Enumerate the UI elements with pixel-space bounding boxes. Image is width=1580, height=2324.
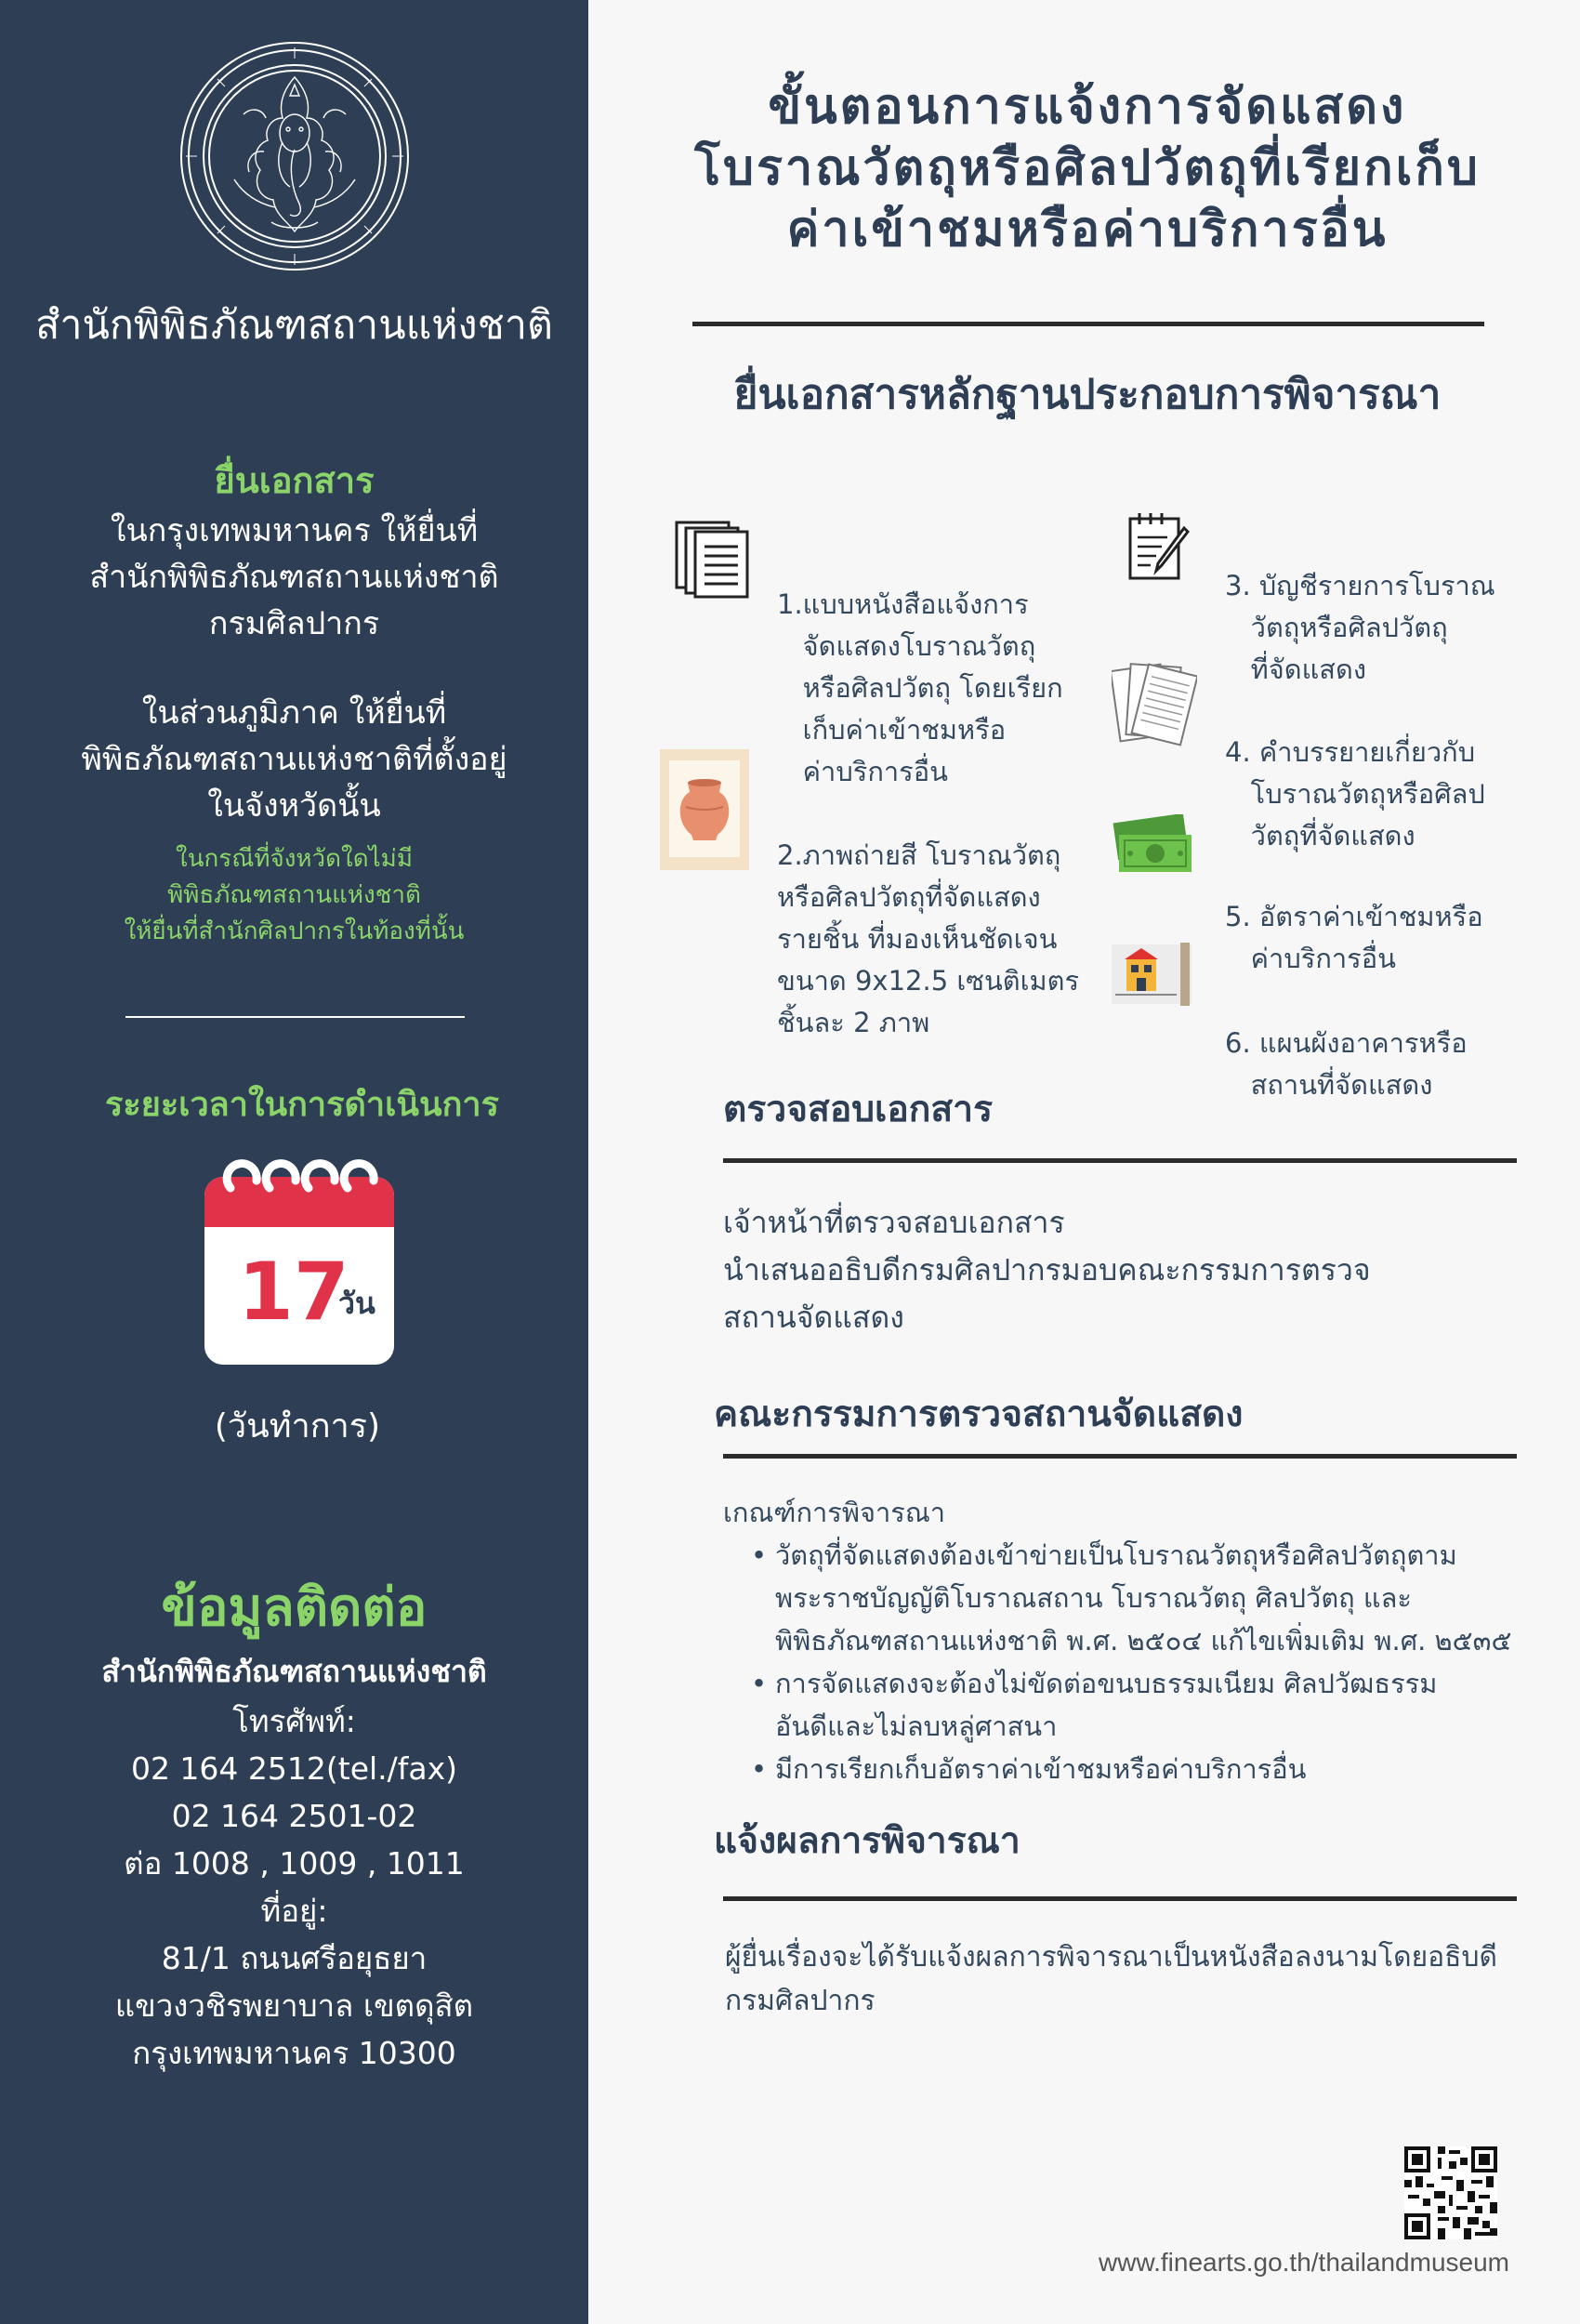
check-text: เจ้าหน้าที่ตรวจสอบเอกสาร นำเสนออธิบดีกรมศิลปากรมอบคณะกรรมการตรวจ สถานจัดแสดง [723, 1205, 1371, 1335]
result-divider [723, 1896, 1517, 1901]
contact-heading: ข้อมูลติดต่อ [161, 1578, 428, 1638]
submit-note-text: ในกรณีที่จังหวัดใดไม่มี พิพิธภัณฑสถานแห่งชาติ ให้ยื่นที่สำนักศิลปากรในท้องที่นั้น [124, 845, 465, 945]
duration-note: (วันทำการ) [214, 1407, 381, 1446]
doc-item-1: 1.แบบหนังสือแจ้งการ จัดแสดงโบราณวัตถุ หรือศิลปวัตถุ โดยเรียก เก็บค่าเข้าชมหรือ ค่าบริการอื่น [777, 588, 1063, 787]
docs-heading: ยื่นเอกสารหลักฐานประกอบการพิจารณา [733, 371, 1442, 418]
ganesha-emblem-icon [178, 40, 411, 272]
duration-heading: ระยะเวลาในการดำเนินการ [105, 1086, 499, 1124]
committee-heading: คณะกรรมการตรวจสถานจัดแสดง [714, 1393, 1244, 1435]
website-link[interactable]: www.finearts.go.th/thailandmuseum [1099, 2248, 1509, 2277]
banknotes-icon [1110, 814, 1195, 878]
sidebar-divider [125, 1016, 465, 1018]
doc-item-2: 2.ภาพถ่ายสี โบราณวัตถุ หรือศิลปวัตถุที่จัดแสดง รายชิ้น ที่มองเห็นชัดเจน ขนาด 9x12.5 เซนติเมตร ชิ้นละ 2 ภาพ [777, 839, 1080, 1038]
doc-item-4: 4. คำบรรยายเกี่ยวกับ โบราณวัตถุหรือศิลป วัตถุที่จัดแสดง [1225, 736, 1485, 852]
building-plan-icon [1110, 941, 1193, 1008]
criteria-bullet: • การจัดแสดงจะต้องไม่ขัดต่อขนบธรรมเนียม ศิลปวัฒธรรม อันดีและไม่ลบหลู่ศาสนา [747, 1662, 1560, 1748]
doc-item-3: 3. บัญชีรายการโบราณ วัตถุหรือศิลปวัตถุ ที่จัดแสดง [1225, 570, 1495, 685]
criteria-label: เกณฑ์การพิจารณา [723, 1497, 946, 1528]
committee-criteria [723, 1491, 1560, 1790]
contact-org: สำนักพิพิธภัณฑสถานแห่งชาติ [101, 1654, 487, 1689]
doc-item-6: 6. แผนผังอาคารหรือ สถานที่จัดแสดง [1225, 1027, 1468, 1101]
papers-icon [1112, 656, 1197, 749]
pottery-photo-icon [660, 749, 749, 870]
result-text: ผู้ยื่นเรื่องจะได้รับแจ้งผลการพิจารณาเป็นหนังสือลงนามโดยอธิบดี กรมศิลปากร [725, 1941, 1498, 2017]
contact-details: โทรศัพท์: 02 164 2512(tel./fax) 02 164 2501-02 ต่อ 1008 , 1009 , 1011 ที่อยู่: 81/1 ถนนศรีอยุธยา แขวงวชิรพยาบาล เขตดุสิต กรุงเทพมหานคร 10300 [114, 1703, 474, 2071]
qr-code-icon[interactable] [1404, 2146, 1497, 2239]
criteria-bullet: • วัตถุที่จัดแสดงต้องเข้าข่ายเป็นโบราณวัตถุหรือศิลปวัตถุตาม พระราชบัญญัติโบราณสถาน โบราณวัตถุ ศิลปวัตถุ และ พิพิธภัณฑสถานแห่งชาติ พ.ศ. ๒๕๐๔ แก้ไขเพิ่มเติม พ.ศ. ๒๕๓๕ [747, 1534, 1560, 1662]
submit-bangkok-text: ในกรุงเทพมหานคร ให้ยื่นที่ สำนักพิพิธภัณฑสถานแห่งชาติ กรมศิลปากร [89, 512, 499, 642]
duration-days-number: 17 [238, 1246, 349, 1339]
doc-item-5: 5. อัตราค่าเข้าชมหรือ ค่าบริการอื่น [1225, 901, 1483, 974]
check-heading: ตรวจสอบเอกสาร [723, 1089, 994, 1130]
documents-icon [673, 519, 751, 601]
org-name: สำนักพิพิธภัณฑสถานแห่งชาติ [35, 302, 553, 349]
calendar-icon [203, 1149, 396, 1367]
page-title: ขั้นตอนการแจ้งการจัดแสดง โบราณวัตถุหรือศิลปวัตถุที่เรียกเก็บ ค่าเข้าชมหรือค่าบริการอื่น [694, 79, 1481, 257]
check-divider [723, 1158, 1517, 1163]
notepad-pencil-icon [1126, 511, 1192, 582]
result-heading: แจ้งผลการพิจารณา [714, 1820, 1020, 1862]
duration-days-unit: วัน [338, 1286, 375, 1321]
submit-heading: ยื่นเอกสาร [214, 460, 375, 501]
committee-divider [723, 1454, 1517, 1459]
title-divider [692, 322, 1484, 326]
criteria-bullet: • มีการเรียกเก็บอัตราค่าเข้าชมหรือค่าบริการอื่น [747, 1748, 1560, 1790]
submit-region-text: ในส่วนภูมิภาค ให้ยื่นที่ พิพิธภัณฑสถานแห่งชาติที่ตั้งอยู่ ในจังหวัดนั้น [81, 694, 507, 825]
sidebar [0, 0, 588, 2324]
